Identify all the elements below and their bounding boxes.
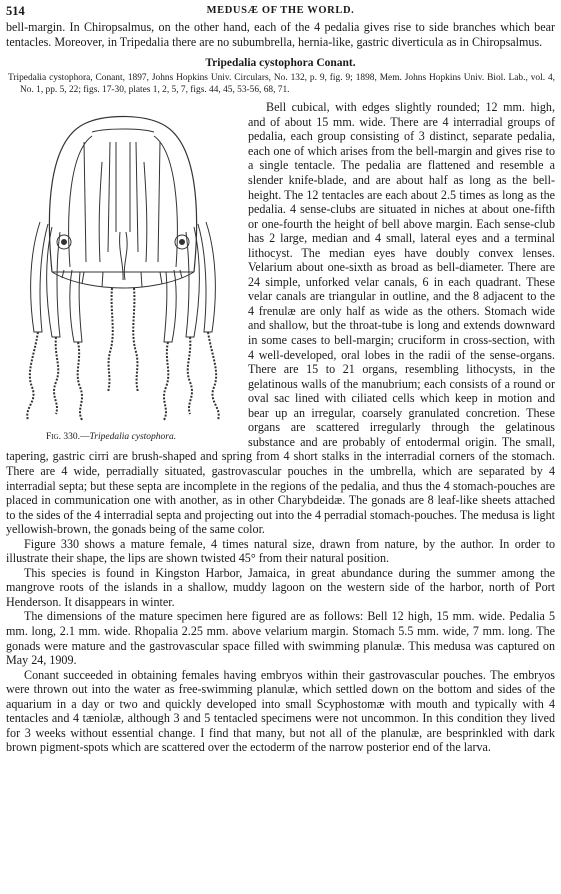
- section-title: Tripedalia cystophora Conant.: [205, 57, 356, 70]
- development-paragraph: Conant succeeded in obtaining females having embryos within their gastrovascular pouches. The embryos were thrown out into the water as free-swimming planulæ, which settled down on the bottom and sides of the aquarium in a day or two and quickly developed into small Scyphostomæ with mouth and typically with 4 tentacles and 4 tæniolæ, although 3 and 5 tentacled specimens were not uncommon. In this condition they lived for 3 weeks without essential change. I find that many, but not all of the planulæ, are besprinkled with dark brown pigment-spots which are scattered over the ectoderm of the narrow posterior end of the larva.: [6, 667, 555, 755]
- habitat-paragraph: This species is found in Kingston Harbor, Jamaica, in great abundance during the summer among the mangrove roots of the islands in a shallow, muddy lagoon on the western side of the harbor, north of Port Henderson. It disappears in winter.: [6, 565, 555, 609]
- jellyfish-illustration: [12, 102, 234, 427]
- figure-caption: Fig. 330.—Tripedalia cystophora.: [46, 432, 177, 443]
- citation: [6, 73, 555, 96]
- running-title: MEDUSÆ OF THE WORLD.: [206, 5, 355, 16]
- dimensions-paragraph: The dimensions of the mature specimen here figured are as follows: Bell 12 high, 15 mm. wide. Pedalia 5 mm. long, 2.1 mm. wide. Rhopalia 2.25 mm. above velarium margin. Stomach 5.5 mm. wide, 7 mm. long. The gonads were mature and the gastrovascular space filled with swimming planulæ. This medusa was captured on May 24, 1909.: [6, 609, 555, 668]
- figure-label: Fig. 330.: [46, 432, 81, 443]
- page: [6, 4, 555, 755]
- figure-caption-text: Tripedalia cystophora.: [89, 432, 177, 443]
- running-head: [6, 4, 555, 20]
- citation-text: Tripedalia cystophora, Conant, 1897, Johns Hopkins Univ. Circulars, No. 132, p. 9, fig. 9; 1898, Mem. Johns Hopkins Univ. Biol. Lab., vol. 4, No. 1, pp. 5, 22; figs. 17-30, plates 1, 2, 5, 7, figs. 44, 45, 53-56, 68, 71.: [8, 73, 555, 95]
- figure-330: [6, 102, 242, 449]
- intro-paragraph: bell-margin. In Chiropsalmus, on the other hand, each of the 4 pedalia gives rise to side branches which bear tentacles. Moreover, in Tripedalia there are no subumbrella, hernia-like, gastric diverticula as in Chiropsalmus.: [6, 20, 555, 49]
- page-number: 514: [6, 4, 25, 18]
- description-paragraph: Bell cubical, with edges slightly rounded; 12 mm. high, and of about 15 mm. wide. There are 4 interradial groups of pedalia, each group consisting of 3 distinct, separate pedalia, each one of which arises from the bell-margin and gives rise to a single tentacle. The pedalia are flattened and resemble a slender knife-blade, and are about half as long as the bell-height. The 12 tentacles are each about 2.5 times as long as the pedalia. 4 sense-clubs are situated in niches at about one-fifth or one-fourth the height of bell above margin. Each sense-club has 2 large, median and 4 small, lateral eyes and a terminal lithocyst. The median eyes have doubly convex lenses. Velarium about one-sixth as broad as bell-diameter. There are 24 simple, unforked velar canals, 6 in each quadrant. These velar canals are triangular in outline, and the 8 adjacent to the 4 frenulæ are only half as wide as the others. Stomach wide and shallow, but the throat-tube is long and extends downward in some cases to bell-margin; cruciform in cross-section, with 4 well-developed, oral lobes in the radii of the sense-organs. There are 15 to 21 organs, resembling lithocysts, in the gelatinous walls of the manubrium; each consists of a round or oval sac lined with ciliated cells which keep in motion and bear up an irregular, coarsely granulated concretion. These organs are scattered irregularly through the gelatinous substance and are probably of entodermal origin. The small, tapering, gastric cirri are brush-shaped and spring from 4 short stalks in the interradial corners of the stomach. There are 4 wide, perradially situated, gastrovascular pouches in the umbrella, which are separated by 4 interradial septa; but these septa are incomplete in the regions of the pedalia, and thus the 4 stomach-pouches are placed in communication one with another, as in other Charybdeidæ. The gonads are 8 leaf-like sheets attached to the sides of the 4 interradial septa and projecting out into the 4 perradial stomach-pouches. The medusa is light yellowish-brown, the gonads being of the same color.: [6, 100, 555, 537]
- figure-note-paragraph: Figure 330 shows a mature female, 4 times natural size, drawn from nature, by the author. In order to illustrate their shape, the lips are shown twisted 45° from their natural position.: [6, 536, 555, 566]
